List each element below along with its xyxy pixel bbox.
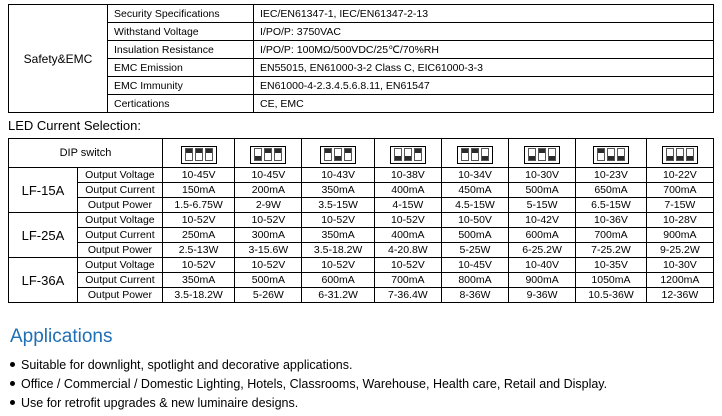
parameter-value: 10-52V — [374, 213, 441, 228]
parameter-value: 400mA — [374, 228, 441, 243]
model-name: LF-15A — [9, 168, 78, 213]
parameter-label: Output Current — [77, 273, 162, 288]
parameter-value: 650mA — [576, 183, 647, 198]
safety-emc-body — [9, 5, 714, 113]
list-item — [10, 394, 710, 413]
dip-switch-icon — [646, 139, 713, 168]
parameter-value: 10-52V — [302, 258, 374, 273]
safety-value: EN61000-4-2.3.4.5.6.8.11, EN61547 — [254, 77, 714, 95]
led-current-selection-table — [8, 138, 714, 303]
table-row — [9, 168, 714, 183]
parameter-label: Output Power — [77, 198, 162, 213]
parameter-value: 1.5-6.75W — [162, 198, 234, 213]
parameter-value: 10-52V — [162, 258, 234, 273]
dip-switch-icon — [441, 139, 508, 168]
parameter-value: 10-52V — [235, 258, 302, 273]
parameter-value: 12-36W — [646, 288, 713, 303]
safety-key: Withstand Voltage — [108, 23, 254, 41]
safety-key: Insulation Resistance — [108, 41, 254, 59]
parameter-value: 7-36.4W — [374, 288, 441, 303]
parameter-value: 700mA — [576, 228, 647, 243]
parameter-label: Output Power — [77, 243, 162, 258]
safety-key: Security Specifications — [108, 5, 254, 23]
list-item-label: Suitable for downlight, spotlight and decorative applications. — [21, 358, 353, 372]
bullet-icon — [10, 400, 15, 405]
applications-list — [10, 356, 710, 413]
parameter-value: 10-35V — [576, 258, 647, 273]
bullet-icon — [10, 362, 15, 367]
parameter-value: 700mA — [646, 183, 713, 198]
parameter-value: 10-43V — [302, 168, 374, 183]
model-name: LF-36A — [9, 258, 78, 303]
parameter-value: 7-25.2W — [576, 243, 647, 258]
table-row — [9, 183, 714, 198]
list-item-label: Use for retrofit upgrades & new luminaire designs. — [21, 396, 299, 410]
table-row — [9, 228, 714, 243]
parameter-value: 10-50V — [441, 213, 508, 228]
table-row — [9, 23, 714, 41]
parameter-value: 3.5-18.2W — [302, 243, 374, 258]
table-row — [9, 258, 714, 273]
parameter-label: Output Current — [77, 228, 162, 243]
safety-value: I/PO/P: 100MΩ/500VDC/25℃/70%RH — [254, 41, 714, 59]
led-header-row — [9, 139, 714, 168]
dip-switch-icon — [509, 139, 576, 168]
parameter-value: 800mA — [441, 273, 508, 288]
parameter-value: 1050mA — [576, 273, 647, 288]
parameter-value: 2-9W — [235, 198, 302, 213]
parameter-value: 6-31.2W — [302, 288, 374, 303]
parameter-value: 10-45V — [235, 168, 302, 183]
parameter-value: 10-36V — [576, 213, 647, 228]
parameter-value: 600mA — [509, 228, 576, 243]
safety-section-label: Safety&EMC — [9, 5, 108, 113]
dip-switch-header: DIP switch — [9, 139, 163, 168]
led-current-selection-title: LED Current Selection: — [8, 118, 141, 133]
parameter-value: 3.5-18.2W — [162, 288, 234, 303]
list-item — [10, 375, 710, 394]
parameter-value: 10-52V — [162, 213, 234, 228]
parameter-value: 4-15W — [374, 198, 441, 213]
parameter-value: 5-15W — [509, 198, 576, 213]
parameter-value: 10-30V — [509, 168, 576, 183]
dip-switch-icon — [374, 139, 441, 168]
parameter-value: 10-45V — [441, 258, 508, 273]
safety-value: IEC/EN61347-1, IEC/EN61347-2-13 — [254, 5, 714, 23]
table-row — [9, 288, 714, 303]
parameter-label: Output Current — [77, 183, 162, 198]
table-row — [9, 77, 714, 95]
dip-switch-icon — [162, 139, 234, 168]
parameter-value: 3.5-15W — [302, 198, 374, 213]
dip-switch-icon — [302, 139, 374, 168]
parameter-label: Output Voltage — [77, 258, 162, 273]
parameter-value: 9-25.2W — [646, 243, 713, 258]
parameter-value: 10-40V — [509, 258, 576, 273]
safety-value: EN55015, EN61000-3-2 Class C, EIC61000-3-3 — [254, 59, 714, 77]
parameter-value: 9-36W — [509, 288, 576, 303]
parameter-value: 10-52V — [302, 213, 374, 228]
parameter-value: 10-45V — [162, 168, 234, 183]
parameter-value: 600mA — [302, 273, 374, 288]
parameter-value: 700mA — [374, 273, 441, 288]
parameter-value: 250mA — [162, 228, 234, 243]
parameter-value: 7-15W — [646, 198, 713, 213]
table-row — [9, 95, 714, 113]
table-row — [9, 273, 714, 288]
parameter-value: 500mA — [509, 183, 576, 198]
parameter-value: 350mA — [302, 183, 374, 198]
parameter-value: 350mA — [302, 228, 374, 243]
parameter-value: 10-30V — [646, 258, 713, 273]
parameter-value: 10-52V — [374, 258, 441, 273]
parameter-value: 4-20.8W — [374, 243, 441, 258]
parameter-value: 3-15.6W — [235, 243, 302, 258]
parameter-value: 4.5-15W — [441, 198, 508, 213]
led-table-body — [9, 139, 714, 303]
parameter-value: 500mA — [235, 273, 302, 288]
parameter-value: 300mA — [235, 228, 302, 243]
table-row — [9, 59, 714, 77]
list-item — [10, 356, 710, 375]
parameter-value: 500mA — [441, 228, 508, 243]
table-row — [9, 198, 714, 213]
parameter-value: 10.5-36W — [576, 288, 647, 303]
list-item-label: Office / Commercial / Domestic Lighting, Hotels, Classrooms, Warehouse, Health care, Retail and Display. — [21, 377, 608, 391]
parameter-label: Output Power — [77, 288, 162, 303]
parameter-value: 8-36W — [441, 288, 508, 303]
bullet-icon — [10, 381, 15, 386]
parameter-value: 6-25.2W — [509, 243, 576, 258]
safety-value: CE, EMC — [254, 95, 714, 113]
parameter-label: Output Voltage — [77, 213, 162, 228]
safety-key: Certications — [108, 95, 254, 113]
parameter-value: 6.5-15W — [576, 198, 647, 213]
parameter-value: 10-22V — [646, 168, 713, 183]
parameter-label: Output Voltage — [77, 168, 162, 183]
parameter-value: 2.5-13W — [162, 243, 234, 258]
model-name: LF-25A — [9, 213, 78, 258]
parameter-value: 450mA — [441, 183, 508, 198]
table-row — [9, 41, 714, 59]
parameter-value: 900mA — [646, 228, 713, 243]
applications-heading: Applications — [10, 326, 113, 347]
parameter-value: 10-28V — [646, 213, 713, 228]
dip-switch-icon — [235, 139, 302, 168]
parameter-value: 10-42V — [509, 213, 576, 228]
table-row — [9, 243, 714, 258]
safety-key: EMC Emission — [108, 59, 254, 77]
parameter-value: 1200mA — [646, 273, 713, 288]
safety-key: EMC Immunity — [108, 77, 254, 95]
parameter-value: 5-26W — [235, 288, 302, 303]
parameter-value: 200mA — [235, 183, 302, 198]
parameter-value: 400mA — [374, 183, 441, 198]
safety-emc-table — [8, 4, 714, 113]
parameter-value: 10-23V — [576, 168, 647, 183]
parameter-value: 900mA — [509, 273, 576, 288]
table-row — [9, 213, 714, 228]
parameter-value: 5-25W — [441, 243, 508, 258]
parameter-value: 10-52V — [235, 213, 302, 228]
parameter-value: 10-34V — [441, 168, 508, 183]
parameter-value: 150mA — [162, 183, 234, 198]
table-row — [9, 5, 714, 23]
parameter-value: 10-38V — [374, 168, 441, 183]
parameter-value: 350mA — [162, 273, 234, 288]
safety-value: I/PO/P: 3750VAC — [254, 23, 714, 41]
dip-switch-icon — [576, 139, 647, 168]
